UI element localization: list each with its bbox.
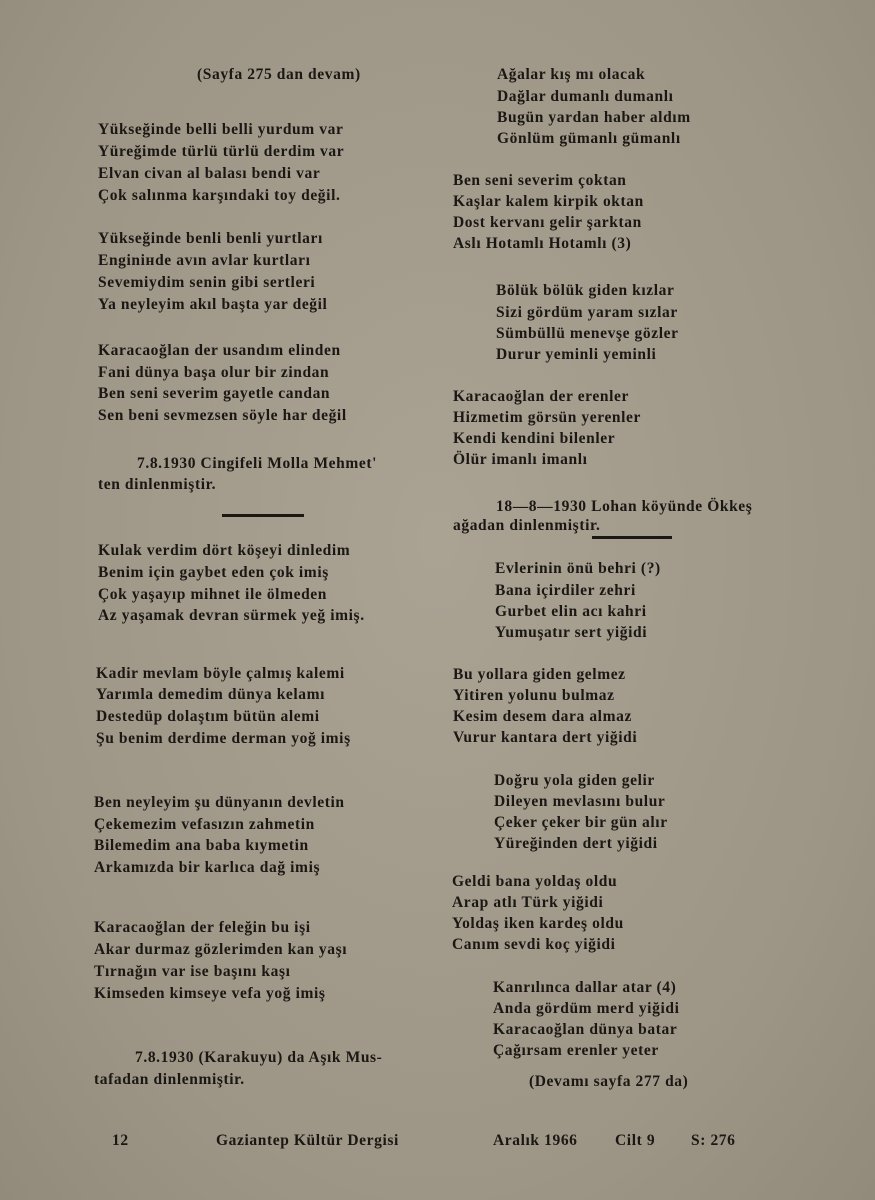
verse-line: Dağlar dumanlı dumanlı bbox=[497, 88, 674, 105]
verse-line: Yumuşatır sert yiğidi bbox=[495, 624, 648, 641]
verse-line: Benim için gaybet eden çok imiş bbox=[98, 564, 329, 581]
verse-line: Dileyen mevlasını bulur bbox=[494, 793, 666, 810]
verse-line: Yüreğinden dert yiğidi bbox=[494, 835, 658, 852]
verse-line: Doğru yola giden gelir bbox=[494, 772, 655, 789]
verse-line: Sizi gördüm yaram sızlar bbox=[496, 304, 678, 321]
verse-line: Gurbet elin acı kahri bbox=[495, 603, 647, 620]
verse-line: Elvan civan al balası bendi var bbox=[98, 165, 321, 182]
separator-rule bbox=[222, 514, 304, 517]
verse-line: Yitiren yolunu bulmaz bbox=[453, 687, 615, 704]
verse-line: Sevemiydim senin gibi sertleri bbox=[98, 274, 316, 291]
verse-line: Çok yaşayıp mihnet ile ölmeden bbox=[98, 586, 327, 603]
verse-line: Akar durmaz gözlerimden kan yaşı bbox=[94, 941, 348, 958]
verse-line: Yükseğinde benli benli yurtları bbox=[98, 230, 323, 247]
verse-line: Sen beni sevmezsen söyle har değil bbox=[98, 407, 347, 424]
verse-line: Arap atlı Türk yiğidi bbox=[452, 894, 604, 911]
verse-line: Çağırsam erenler yeter bbox=[493, 1042, 659, 1059]
verse-line: Yoldaş iken kardeş oldu bbox=[452, 915, 624, 932]
verse-line: Şu benim derdime derman yoğ imiş bbox=[96, 730, 351, 747]
verse-line: Kesim desem dara almaz bbox=[453, 708, 632, 725]
verse-line: Canım sevdi koç yiğidi bbox=[452, 936, 616, 953]
verse-line: Hizmetim görsün yerenler bbox=[453, 409, 642, 426]
verse-line: Destedüp dolaştım bütün alemi bbox=[96, 708, 320, 725]
verse-line: Ben neyleyim şu dünyanın devletin bbox=[94, 794, 345, 811]
verse-line: Vurur kantara dert yiğidi bbox=[453, 729, 638, 746]
verse-line: Fani dünya başa olur bir zindan bbox=[98, 364, 330, 381]
verse-line: Yarımla demedim dünya kelamı bbox=[96, 686, 326, 703]
verse-line: Çeker çeker bir gün alır bbox=[494, 814, 668, 831]
verse-line: Arkamızda bir karlıca dağ imiş bbox=[94, 859, 321, 876]
verse-line: Aslı Hotamlı Hotamlı (3) bbox=[453, 235, 632, 252]
verse-line: Kendi kendini bilenler bbox=[453, 430, 616, 447]
verse-line: Bana içirdiler zehri bbox=[495, 582, 636, 599]
verse-line: Geldi bana yoldaş oldu bbox=[452, 873, 618, 890]
continuation-header: (Sayfa 275 dan devam) bbox=[197, 66, 361, 83]
verse-line: Bugün yardan haber aldım bbox=[497, 109, 691, 126]
verse-line: Ya neyleyim akıl başta yar değil bbox=[98, 296, 328, 313]
source-note: 18—8—1930 Lohan köyünde Ökkeş bbox=[496, 498, 753, 515]
page-number: 12 bbox=[112, 1132, 129, 1149]
volume-number: Cilt 9 bbox=[615, 1132, 656, 1149]
source-note: 7.8.1930 (Karakuyu) da Aşık Mus- bbox=[135, 1049, 383, 1066]
verse-line: Kimseden kimseye vefa yoğ imiş bbox=[94, 985, 326, 1002]
verse-line: Bölük bölük giden kızlar bbox=[496, 282, 675, 299]
verse-line: Tırnağın var ise başını kaşı bbox=[94, 963, 291, 980]
verse-line: Ölür imanlı imanlı bbox=[453, 451, 588, 468]
verse-line: Karacaoğlan der feleğin bu işi bbox=[94, 919, 311, 936]
verse-line: Enginінde avın avlar kurtları bbox=[98, 252, 311, 269]
issue-date: Aralık 1966 bbox=[493, 1132, 578, 1149]
source-note: tafadan dinlenmiştir. bbox=[94, 1071, 245, 1088]
verse-line: Kulak verdim dört köşeyi dinledim bbox=[98, 542, 351, 559]
journal-name: Gaziantep Kültür Dergisi bbox=[216, 1132, 399, 1149]
verse-line: Karacaoğlan dünya batar bbox=[493, 1021, 678, 1038]
verse-line: Anda gördüm merd yiğidi bbox=[493, 1000, 680, 1017]
source-note: 7.8.1930 Cingifeli Molla Mehmet' bbox=[137, 455, 378, 472]
source-note: ağadan dinlenmiştir. bbox=[453, 517, 601, 534]
verse-line: Kadir mevlam böyle çalmış kalemi bbox=[96, 665, 345, 682]
verse-line: Çekemezim vefasızın zahmetin bbox=[94, 816, 315, 833]
verse-line: Gönlüm gümanlı gümanlı bbox=[497, 130, 681, 147]
verse-line: Kanrılınca dallar atar (4) bbox=[493, 979, 677, 996]
verse-line: Bilemedim ana baba kıymetin bbox=[94, 837, 309, 854]
verse-line: Bu yollara giden gelmez bbox=[453, 666, 626, 683]
verse-line: Durur yeminli yeminli bbox=[496, 346, 657, 363]
verse-line: Karacaoğlan der erenler bbox=[453, 388, 629, 405]
verse-line: Kaşlar kalem kirpik oktan bbox=[453, 193, 644, 210]
verse-line: Dost kervanı gelir şarktan bbox=[453, 214, 642, 231]
verse-line: Çok salınma karşındaki toy değil. bbox=[98, 187, 341, 204]
separator-rule bbox=[592, 536, 672, 539]
verse-line: Ben seni severim gayetle candan bbox=[98, 385, 331, 402]
verse-line: Az yaşamak devran sürmek yeğ imiş. bbox=[98, 607, 365, 624]
verse-line: Karacaoğlan der usandım elinden bbox=[98, 342, 341, 359]
verse-line: Sümbüllü menevşe gözler bbox=[496, 325, 679, 342]
verse-line: Yüreğimde türlü türlü derdim var bbox=[98, 143, 345, 160]
verse-line: Yükseğinde belli belli yurdum var bbox=[98, 121, 344, 138]
source-note: ten dinlenmiştir. bbox=[98, 476, 217, 493]
verse-line: Evlerinin önü behri (?) bbox=[495, 560, 661, 577]
issue-number: S: 276 bbox=[691, 1132, 736, 1149]
continuation-note: (Devamı sayfa 277 da) bbox=[529, 1073, 689, 1090]
verse-line: Ben seni severim çoktan bbox=[453, 172, 627, 189]
verse-line: Ağalar kış mı olacak bbox=[497, 66, 646, 83]
